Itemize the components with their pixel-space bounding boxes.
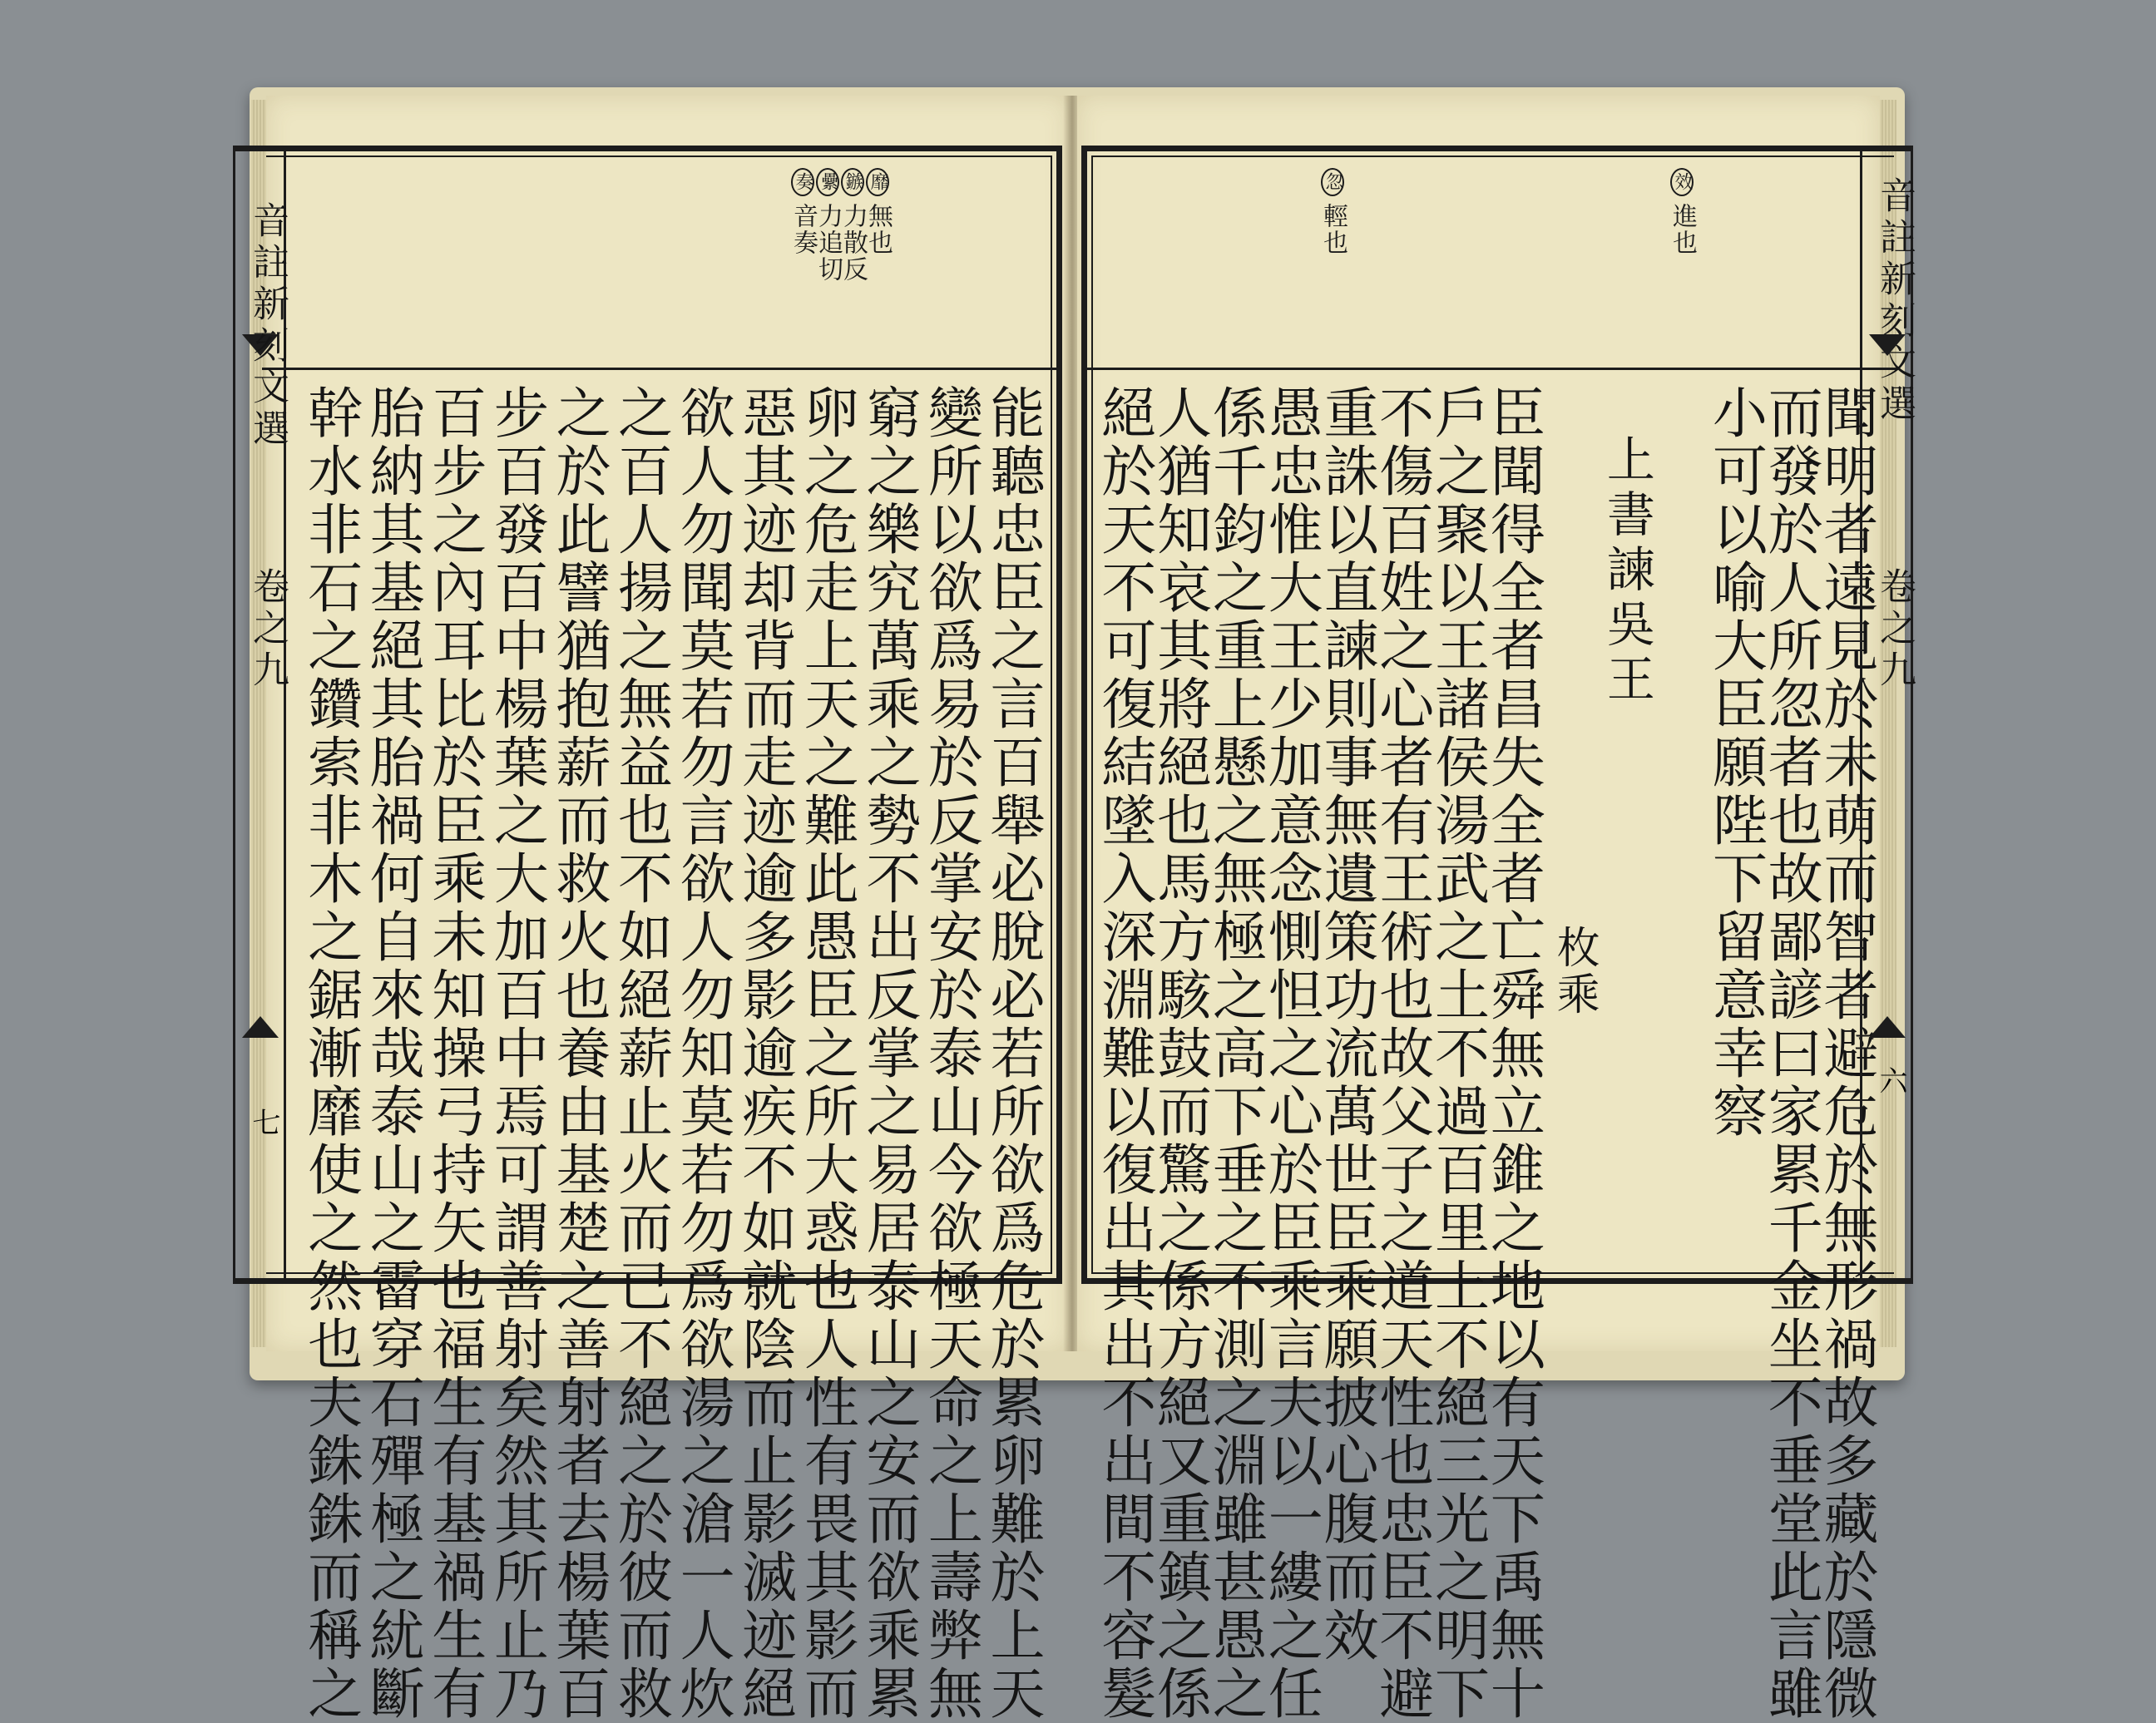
head-note-text: 力散反 xyxy=(838,203,868,283)
right-page xyxy=(1077,96,1916,1723)
left-head-notes xyxy=(789,168,893,283)
text-column: 欲人勿聞莫若勿言欲人勿知莫若勿爲欲湯之滄一人炊 xyxy=(670,384,735,1723)
text-column: 胎納其基絕其胎禍何自來哉泰山之霤穿石殫極之紌斷 xyxy=(360,384,425,1723)
head-note-mark: 忽 xyxy=(1321,168,1344,196)
head-note-text: 音奏 xyxy=(789,203,818,256)
text-column: 步百發百中楊葉之大加百中焉可謂善射矣然其所止乃 xyxy=(484,384,549,1723)
head-note-text: 輕也 xyxy=(1318,203,1348,256)
text-column: 臣聞得全者昌失全者亡舜無立錐之地以有天下禹無十 xyxy=(1481,384,1545,1723)
head-note xyxy=(789,168,818,283)
left-text-body xyxy=(295,384,1045,1723)
head-note-text: 力追切 xyxy=(813,203,843,283)
head-note-mark: 效 xyxy=(1670,168,1694,196)
text-column: 幹水非石之鑽索非木之鋸漸靡使之然也夫銖銖而稱之 xyxy=(298,384,363,1723)
head-note xyxy=(813,168,843,283)
text-column: 人猶知哀其將絕也馬方駭鼓而驚之係方絕又重鎮之係 xyxy=(1147,384,1212,1723)
head-note xyxy=(863,168,893,283)
left-page xyxy=(246,96,1069,1723)
left-fish-tail-title: 音註新刻文選 xyxy=(246,201,289,451)
text-column xyxy=(1651,384,1707,1261)
text-column: 絕於天不可復結墜入深淵難以復出其出不出間不容髮 xyxy=(1091,384,1156,1723)
right-head-notes xyxy=(1318,168,1697,256)
fish-tail-lower-icon xyxy=(242,1016,279,1038)
fish-tail-upper-icon xyxy=(1869,334,1906,356)
left-fish-tail-margin xyxy=(233,146,289,1284)
text-column: 小可以喻大臣願陛下留意幸察 xyxy=(1703,384,1768,1141)
left-page-frame xyxy=(262,146,1062,1723)
right-text-body xyxy=(1091,384,1878,1723)
text-column: 上書諫吳王 xyxy=(1598,434,1655,708)
right-fish-tail-title: 音註新刻文選 xyxy=(1873,176,1916,426)
right-fish-tail-volume: 卷之九 xyxy=(1873,567,1916,692)
text-column: 變所以欲爲易於反掌安於泰山今欲極天命之上壽弊無 xyxy=(918,384,983,1723)
right-fish-tail-margin xyxy=(1860,146,1916,1284)
text-column: 卵之危走上天之難此愚臣之所大惑也人性有畏其影而 xyxy=(794,384,859,1723)
head-note xyxy=(838,168,868,283)
text-column: 之於此譬猶抱薪而救火也養由基楚之善射者去楊葉百 xyxy=(546,384,611,1723)
text-column: 百步之內耳比於臣乘未知操弓持矢也福生有基禍生有 xyxy=(422,384,487,1723)
left-head-notes-band xyxy=(262,151,1056,370)
head-note xyxy=(1318,168,1348,256)
right-folio-number: 六 xyxy=(1874,1066,1907,1094)
left-fish-tail-volume: 卷之九 xyxy=(246,567,289,692)
right-head-notes-band xyxy=(1087,151,1898,370)
text-column: 不傷百姓之心者有王術也故父子之道天性也忠臣不避 xyxy=(1369,384,1434,1723)
head-note xyxy=(1668,168,1697,256)
fish-tail-lower-icon xyxy=(1869,1016,1906,1038)
text-column: 之百人揚之無益也不如絕薪止火而已不絕之於彼而救 xyxy=(608,384,673,1723)
text-column: 而發於人所忽者也故鄙諺曰家累千金坐不垂堂此言雖 xyxy=(1758,384,1823,1723)
head-note-mark: 靡 xyxy=(866,168,889,196)
text-column: 惡其迹却背而走迹逾多影逾疾不如就陰而止影滅迹絕 xyxy=(732,384,797,1723)
head-note-text: 無也 xyxy=(863,203,893,256)
right-page-frame xyxy=(1081,146,1898,1723)
text-column: 聞明者遠見於未萌而智者避危於無形禍故多藏於隱微 xyxy=(1814,384,1878,1723)
left-folio-number: 七 xyxy=(247,1108,280,1136)
text-column: 能聽忠臣之言百舉必脫必若所欲爲危於累卵難於上天 xyxy=(981,384,1045,1723)
head-note-text: 進也 xyxy=(1668,203,1697,256)
head-note-mark: 纍 xyxy=(816,168,839,196)
text-column: 窮之樂究萬乘之勢不出反掌之易居泰山之安而欲乘累 xyxy=(856,384,921,1723)
head-note-mark: 奏 xyxy=(791,168,814,196)
text-column: 戶之聚以王諸侯湯武之土不過百里上不絕三光之明下 xyxy=(1425,384,1490,1723)
text-column: 枚乘 xyxy=(1549,925,1600,1018)
text-column: 係千鈞之重上懸之無極之高下垂之不測之淵雖甚愚之 xyxy=(1203,384,1268,1723)
head-note-mark: 鏃 xyxy=(841,168,864,196)
text-column: 愚忠惟大王少加意念惻怛之心於臣乘言夫以一縷之任 xyxy=(1258,384,1323,1723)
text-column: 重誅以直諫則事無遺策功流萬世臣乘願披心腹而效 xyxy=(1313,384,1378,1665)
